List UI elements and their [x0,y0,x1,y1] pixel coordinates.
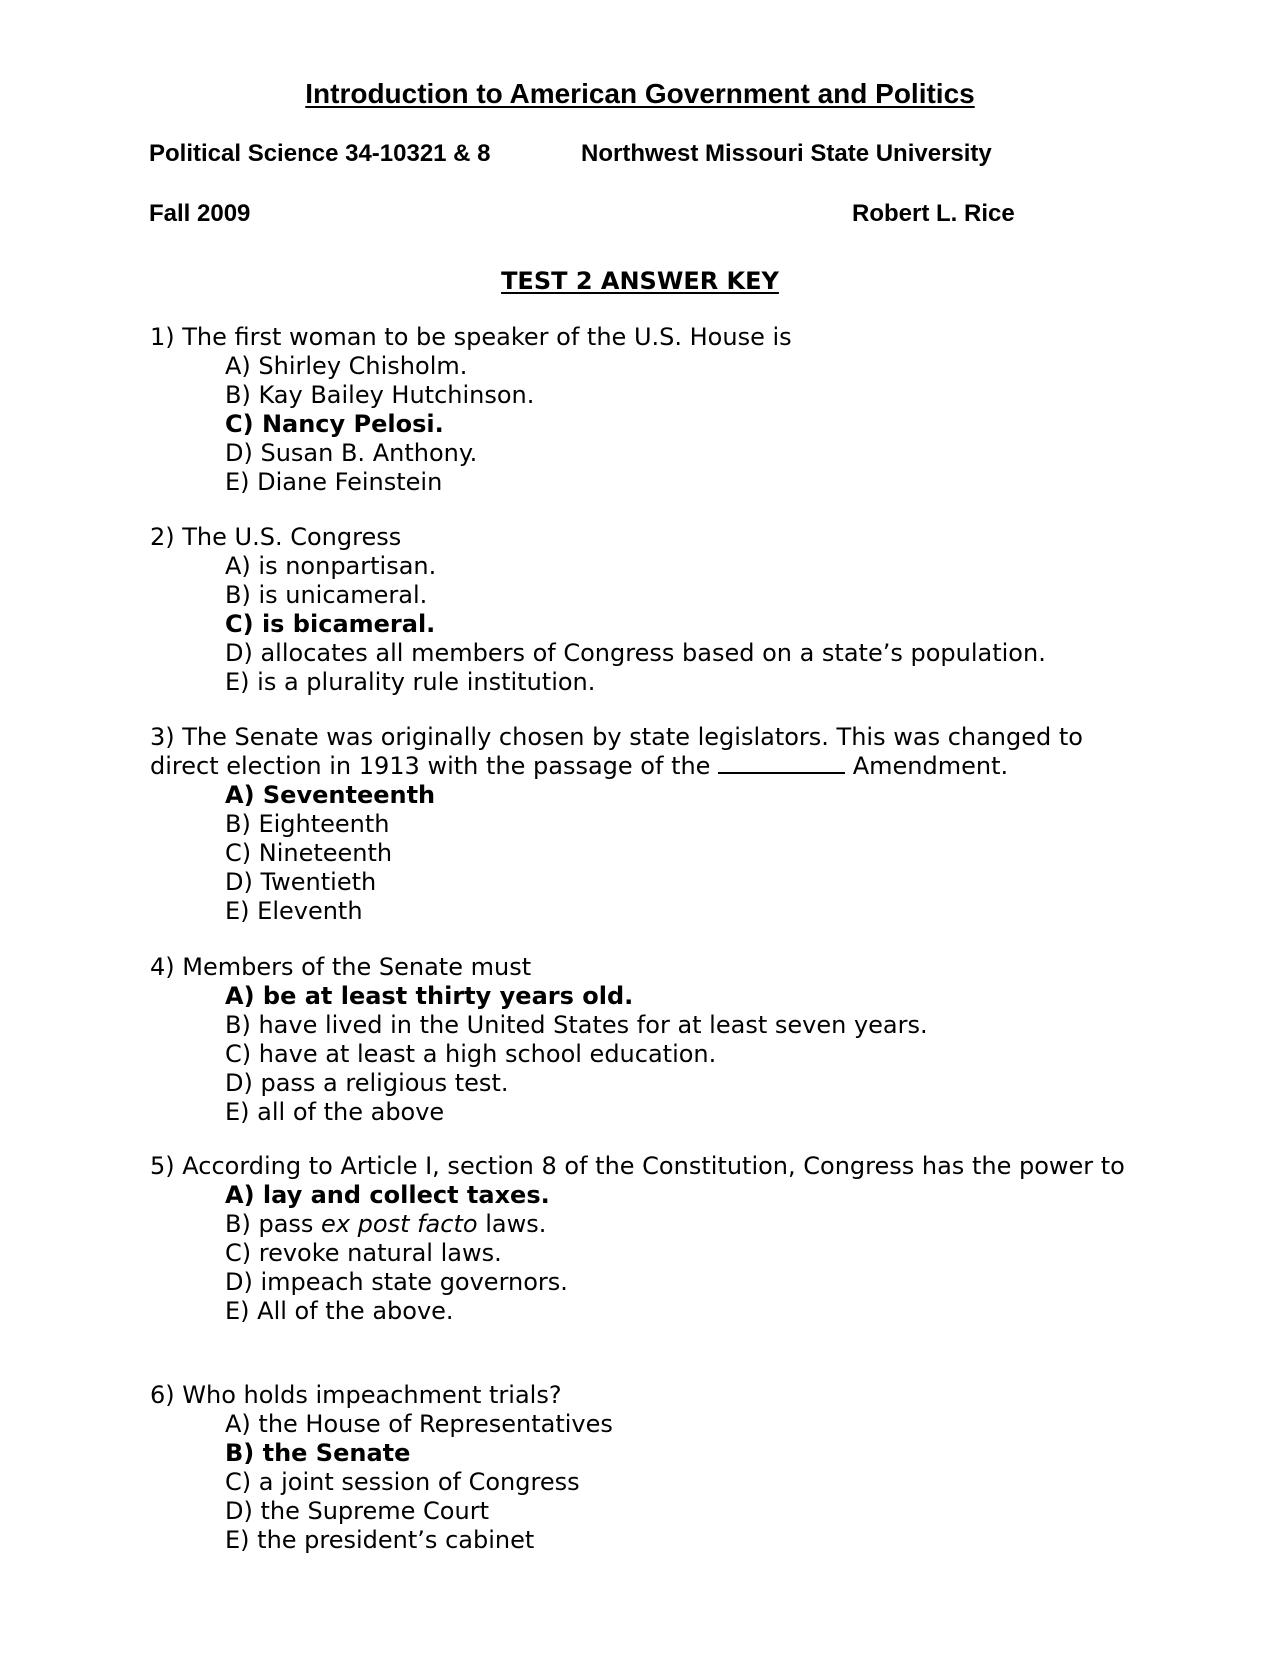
answer-options [150,781,1150,926]
answer-option: B) have lived in the United States for at least seven years. [225,1011,928,1039]
document-title: Introduction to American Government and Politics [305,78,975,109]
correct-answer-option: C) is bicameral. [225,610,436,638]
question-2 [150,523,1150,697]
question-stem: 1) The first woman to be speaker of the U.S. House is [150,323,792,351]
question-stem: 4) Members of the Senate must [150,953,532,981]
answer-option: A) is nonpartisan. [225,552,437,580]
answer-options [150,552,1150,697]
answer-option [150,1210,1150,1239]
answer-option: D) Twentieth [225,868,377,896]
question-5 [150,1152,1150,1326]
question-stem: 6) Who holds impeachment trials? [150,1381,562,1409]
answer-option: D) allocates all members of Congress based on a state’s population. [225,639,1046,667]
answer-option: A) the House of Representatives [225,1410,613,1438]
answer-option: D) pass a religious test. [225,1069,509,1097]
question-6 [150,1381,1150,1555]
question-3 [150,723,1150,926]
answer-option-text: laws. [485,1210,547,1238]
answer-option: E) the president’s cabinet [225,1526,535,1554]
correct-answer-option: C) Nancy Pelosi. [225,410,444,438]
answer-option: C) Nineteenth [225,839,393,867]
question-1 [150,323,1150,497]
correct-answer-option: A) lay and collect taxes. [225,1181,550,1209]
correct-answer-option: B) the Senate [225,1439,411,1467]
answer-option: C) a joint session of Congress [225,1468,580,1496]
fill-in-blank [718,752,845,774]
answer-option: E) Eleventh [225,897,363,925]
question-stem: 5) According to Article I, section 8 of the Constitution, Congress has the power to [150,1152,1125,1180]
correct-answer-option: A) be at least thirty years old. [225,982,634,1010]
question-stem: 2) The U.S. Congress [150,523,402,551]
instructor-name: Robert L. Rice [852,200,1015,227]
question-4 [150,953,1150,1127]
answer-option: D) the Supreme Court [225,1497,489,1525]
answer-options [150,1181,1150,1326]
answer-option: A) Shirley Chisholm. [225,352,468,380]
question-stem-ending: Amendment. [852,752,1009,780]
term: Fall 2009 [149,200,251,227]
answer-option: C) revoke natural laws. [225,1239,502,1267]
correct-answer-option: A) Seventeenth [225,781,436,809]
answer-option: E) Diane Feinstein [225,468,443,496]
answer-options [150,352,1150,497]
answer-option: D) impeach state governors. [225,1268,568,1296]
answer-option: B) Kay Bailey Hutchinson. [225,381,535,409]
answer-option: E) is a plurality rule institution. [225,668,596,696]
question-stem-text: 3) The Senate was originally chosen by state legislators. This was changed to direct election in 1913 with the passage of the [150,723,1083,780]
answer-option: B) is unicameral. [225,581,428,609]
answer-option: E) all of the above [225,1098,445,1126]
latin-term: ex post facto [321,1210,478,1238]
university-name: Northwest Missouri State University [581,140,992,167]
answer-option: C) have at least a high school education. [225,1040,717,1068]
answer-option: E) All of the above. [225,1297,454,1325]
answer-options [150,982,1150,1127]
answer-option-text: B) pass [225,1210,314,1238]
course-number: Political Science 34-10321 & 8 [149,140,491,167]
answer-option: B) Eighteenth [225,810,390,838]
answer-option: D) Susan B. Anthony. [225,439,478,467]
answer-key-heading: TEST 2 ANSWER KEY [501,267,779,295]
answer-options [150,1410,1150,1555]
question-stem [150,723,1150,781]
